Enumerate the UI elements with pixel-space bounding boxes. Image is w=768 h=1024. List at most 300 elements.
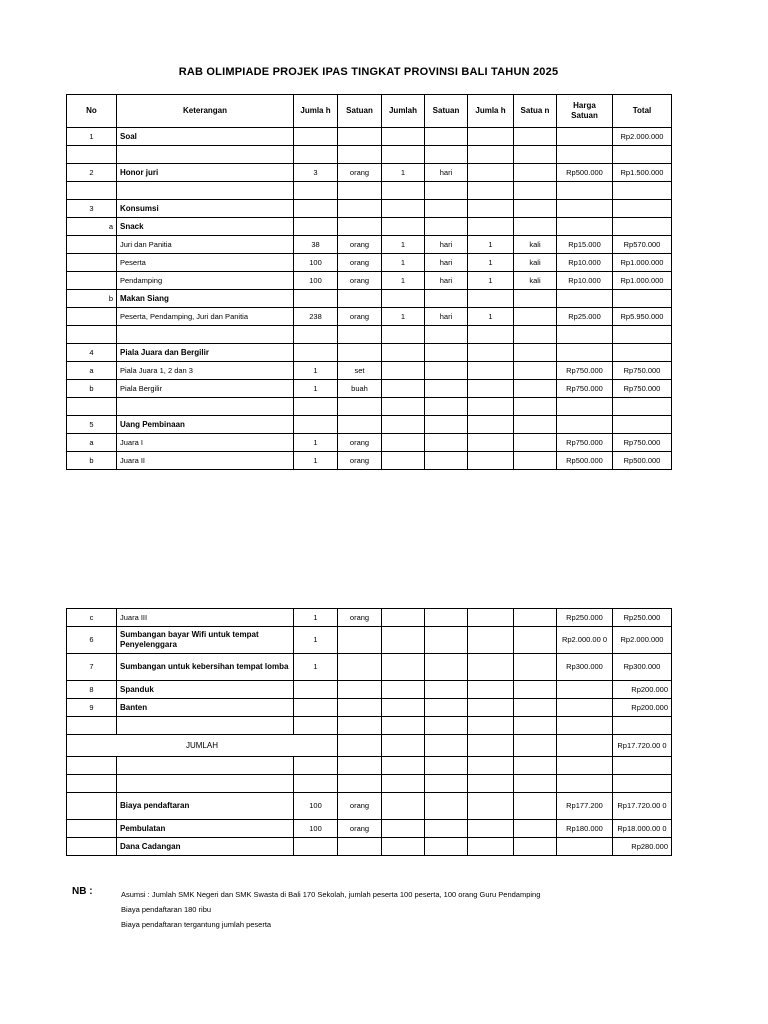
cell-jumlah-2	[382, 200, 425, 218]
cell-satuan-3	[514, 757, 557, 775]
cell-satuan-1: orang	[338, 308, 382, 326]
cell-keterangan	[117, 182, 294, 200]
table-row	[67, 452, 672, 470]
cell-jumlah-2	[382, 218, 425, 236]
cell-satuan-1	[338, 200, 382, 218]
cell-satuan-2	[425, 182, 468, 200]
cell-satuan-3	[514, 200, 557, 218]
cell-jumlah-2	[382, 290, 425, 308]
cell-no	[67, 793, 117, 820]
cell-jumlah-1	[294, 326, 338, 344]
header-no: No	[67, 95, 117, 128]
cell-satuan-3	[514, 452, 557, 470]
cell-total: Rp5.950.000	[613, 308, 672, 326]
table-row	[67, 699, 672, 717]
cell-harga-satuan: Rp10.000	[557, 272, 613, 290]
cell-satuan-1: orang	[338, 793, 382, 820]
cell-satuan-1	[338, 182, 382, 200]
cell-total: Rp17.720.00 0	[613, 793, 672, 820]
cell-jumlah-1	[294, 775, 338, 793]
cell-jumlah-1: 100	[294, 820, 338, 838]
cell-satuan-2	[425, 793, 468, 820]
cell-keterangan: Makan Siang	[117, 290, 294, 308]
cell-jumlah-1: 1	[294, 434, 338, 452]
cell-jumlah-1	[294, 146, 338, 164]
cell-keterangan: Sumbangan untuk kebersihan tempat lomba	[117, 654, 294, 681]
cell-satuan-3	[514, 308, 557, 326]
header-jumlah-2: Jumlah	[382, 95, 425, 128]
table-row	[67, 434, 672, 452]
cell-satuan-2	[425, 146, 468, 164]
cell-harga-satuan	[557, 699, 613, 717]
header-satuan-3: Satua n	[514, 95, 557, 128]
cell-harga-satuan	[557, 326, 613, 344]
cell-jumlah-1	[294, 218, 338, 236]
cell-jumlah-1: 100	[294, 793, 338, 820]
cell-harga-satuan	[557, 182, 613, 200]
cell-harga-satuan	[557, 838, 613, 856]
table-row	[67, 200, 672, 218]
cell-satuan-2	[425, 775, 468, 793]
cell-jumlah-3	[468, 290, 514, 308]
cell-no	[67, 398, 117, 416]
cell-satuan-1	[338, 627, 382, 654]
cell-satuan-2	[425, 627, 468, 654]
cell-harga-satuan	[557, 681, 613, 699]
cell-total	[613, 757, 672, 775]
cell-satuan-2: hari	[425, 236, 468, 254]
cell-no	[67, 308, 117, 326]
cell-jumlah-1	[294, 838, 338, 856]
table-row	[67, 344, 672, 362]
cell-keterangan: Sumbangan bayar Wifi untuk tempat Penyelenggara	[117, 627, 294, 654]
cell-satuan-2: hari	[425, 308, 468, 326]
cell-satuan-1: orang	[338, 452, 382, 470]
table-row	[67, 609, 672, 627]
cell-jumlah-3	[468, 128, 514, 146]
cell-jumlah-2	[382, 416, 425, 434]
cell-satuan-3	[514, 681, 557, 699]
cell-keterangan: Piala Juara 1, 2 dan 3	[117, 362, 294, 380]
cell-no: 3	[67, 200, 117, 218]
cell-no: a	[67, 434, 117, 452]
cell-jumlah-2	[382, 820, 425, 838]
cell-harga-satuan	[557, 146, 613, 164]
cell-no	[67, 757, 117, 775]
cell-total: Rp280.000	[613, 838, 672, 856]
cell-jumlah-3	[468, 200, 514, 218]
cell-satuan-2: hari	[425, 254, 468, 272]
cell-jumlah-2	[382, 717, 425, 735]
cell-total: Rp750.000	[613, 434, 672, 452]
cell-total: Rp750.000	[613, 362, 672, 380]
cell-satuan-3	[514, 416, 557, 434]
cell-jumlah-1	[294, 757, 338, 775]
table-row	[67, 398, 672, 416]
nb-note: Asumsi : Jumlah SMK Negeri dan SMK Swasta di Bali 170 Sekolah, jumlah peserta 100 peserta, 100 orang Guru Pendamping	[121, 890, 541, 899]
cell-total: Rp2.000.000	[613, 627, 672, 654]
cell-harga-satuan	[557, 717, 613, 735]
cell-satuan-3	[514, 164, 557, 182]
cell-satuan-2	[425, 609, 468, 627]
cell-jumlah-1: 1	[294, 452, 338, 470]
table-row	[67, 254, 672, 272]
header-total: Total	[613, 95, 672, 128]
cell-keterangan: Soal	[117, 128, 294, 146]
nb-label: NB :	[72, 886, 93, 897]
cell-jumlah-2	[382, 434, 425, 452]
cell-satuan-2	[425, 128, 468, 146]
cell-harga-satuan: Rp177.200	[557, 793, 613, 820]
cell-jumlah-3	[468, 699, 514, 717]
cell-satuan-1	[338, 290, 382, 308]
cell-jumlah-3	[468, 434, 514, 452]
cell-jumlah-2	[382, 654, 425, 681]
cell-jumlah-3: 1	[468, 272, 514, 290]
cell-no: 6	[67, 627, 117, 654]
cell-jumlah-2	[382, 128, 425, 146]
cell-satuan-1: orang	[338, 236, 382, 254]
cell-keterangan: Pendamping	[117, 272, 294, 290]
cell-total	[613, 200, 672, 218]
cell-jumlah-3	[468, 717, 514, 735]
cell-satuan-1	[338, 654, 382, 681]
cell-total: Rp300.000	[613, 654, 672, 681]
table-row	[67, 182, 672, 200]
cell-harga-satuan	[557, 757, 613, 775]
cell-jumlah-3	[468, 654, 514, 681]
cell-jumlah-3	[468, 452, 514, 470]
cell-harga-satuan	[557, 128, 613, 146]
cell-jumlah-1: 1	[294, 380, 338, 398]
cell-keterangan	[117, 717, 294, 735]
table-row	[67, 416, 672, 434]
cell-jumlah-3	[468, 398, 514, 416]
cell-total: Rp18.000.00 0	[613, 820, 672, 838]
cell-keterangan	[117, 757, 294, 775]
table-row	[67, 128, 672, 146]
table-row	[67, 775, 672, 793]
cell-satuan-3	[514, 128, 557, 146]
cell-satuan-3	[514, 380, 557, 398]
cell-keterangan: Konsumsi	[117, 200, 294, 218]
cell-jumlah-1: 100	[294, 254, 338, 272]
cell-satuan-1	[338, 416, 382, 434]
cell-satuan-3	[514, 820, 557, 838]
cell-satuan-1	[338, 344, 382, 362]
cell-keterangan: Biaya pendaftaran	[117, 793, 294, 820]
table-row	[67, 164, 672, 182]
cell-no: 1	[67, 128, 117, 146]
cell-jumlah-3	[468, 380, 514, 398]
cell-keterangan	[117, 326, 294, 344]
jumlah-label: JUMLAH	[67, 735, 338, 757]
cell-total: Rp570.000	[613, 236, 672, 254]
cell-jumlah-3	[468, 820, 514, 838]
cell-keterangan: Honor juri	[117, 164, 294, 182]
cell-satuan-3	[514, 654, 557, 681]
cell-satuan-1	[338, 326, 382, 344]
cell-satuan-1: orang	[338, 609, 382, 627]
cell-harga-satuan: Rp15.000	[557, 236, 613, 254]
cell-harga-satuan: Rp500.000	[557, 452, 613, 470]
cell-satuan-1	[338, 146, 382, 164]
cell-keterangan: Uang Pembinaan	[117, 416, 294, 434]
header-satuan-2: Satuan	[425, 95, 468, 128]
cell-no: a	[67, 218, 117, 236]
nb-note: Biaya pendaftaran tergantung jumlah peserta	[121, 920, 272, 929]
cell-jumlah-1: 1	[294, 627, 338, 654]
empty-cell	[557, 735, 613, 757]
cell-jumlah-3	[468, 793, 514, 820]
cell-total	[613, 218, 672, 236]
cell-jumlah-2	[382, 793, 425, 820]
cell-total	[613, 717, 672, 735]
cell-jumlah-3	[468, 218, 514, 236]
cell-satuan-2	[425, 820, 468, 838]
cell-keterangan: Juri dan Panitia	[117, 236, 294, 254]
cell-harga-satuan: Rp750.000	[557, 380, 613, 398]
cell-satuan-3	[514, 609, 557, 627]
cell-satuan-2	[425, 380, 468, 398]
cell-satuan-2	[425, 717, 468, 735]
cell-satuan-2: hari	[425, 164, 468, 182]
cell-keterangan	[117, 146, 294, 164]
cell-satuan-1	[338, 699, 382, 717]
cell-satuan-3	[514, 362, 557, 380]
header-keterangan: Keterangan	[117, 95, 294, 128]
empty-cell	[338, 735, 382, 757]
cell-jumlah-2: 1	[382, 272, 425, 290]
cell-jumlah-2	[382, 326, 425, 344]
cell-satuan-1: orang	[338, 254, 382, 272]
cell-keterangan: Juara I	[117, 434, 294, 452]
cell-keterangan: Dana Cadangan	[117, 838, 294, 856]
cell-satuan-1: set	[338, 362, 382, 380]
cell-satuan-2	[425, 699, 468, 717]
cell-harga-satuan: Rp750.000	[557, 362, 613, 380]
cell-satuan-2	[425, 434, 468, 452]
cell-satuan-1	[338, 398, 382, 416]
cell-jumlah-1: 238	[294, 308, 338, 326]
cell-satuan-1: orang	[338, 164, 382, 182]
cell-jumlah-2	[382, 362, 425, 380]
cell-jumlah-1: 1	[294, 654, 338, 681]
cell-satuan-3	[514, 146, 557, 164]
table-row	[67, 681, 672, 699]
cell-harga-satuan: Rp300.000	[557, 654, 613, 681]
nb-note: Biaya pendaftaran 180 ribu	[121, 905, 212, 914]
table-row	[67, 793, 672, 820]
cell-jumlah-2: 1	[382, 164, 425, 182]
cell-no	[67, 254, 117, 272]
table-row	[67, 308, 672, 326]
cell-satuan-3	[514, 699, 557, 717]
cell-no: b	[67, 380, 117, 398]
cell-jumlah-3: 1	[468, 308, 514, 326]
cell-total: Rp1.000.000	[613, 254, 672, 272]
cell-total	[613, 290, 672, 308]
cell-no: 9	[67, 699, 117, 717]
cell-jumlah-1: 1	[294, 609, 338, 627]
table-row	[67, 362, 672, 380]
cell-jumlah-2	[382, 452, 425, 470]
cell-keterangan	[117, 398, 294, 416]
cell-jumlah-3	[468, 757, 514, 775]
cell-jumlah-2	[382, 398, 425, 416]
cell-satuan-2	[425, 416, 468, 434]
table-row	[67, 627, 672, 654]
cell-harga-satuan: Rp500.000	[557, 164, 613, 182]
cell-no	[67, 838, 117, 856]
cell-total: Rp200.000	[613, 681, 672, 699]
cell-satuan-2	[425, 757, 468, 775]
cell-satuan-1	[338, 838, 382, 856]
cell-no	[67, 717, 117, 735]
cell-total: Rp2.000.000	[613, 128, 672, 146]
cell-keterangan: Spanduk	[117, 681, 294, 699]
cell-jumlah-3	[468, 627, 514, 654]
cell-jumlah-3	[468, 681, 514, 699]
cell-satuan-3	[514, 717, 557, 735]
cell-no	[67, 775, 117, 793]
cell-satuan-1: orang	[338, 434, 382, 452]
cell-total	[613, 398, 672, 416]
cell-harga-satuan: Rp25.000	[557, 308, 613, 326]
table-row	[67, 146, 672, 164]
cell-satuan-1	[338, 218, 382, 236]
cell-jumlah-2	[382, 699, 425, 717]
cell-no: c	[67, 609, 117, 627]
cell-jumlah-3	[468, 416, 514, 434]
cell-satuan-2	[425, 362, 468, 380]
cell-satuan-2	[425, 681, 468, 699]
cell-satuan-3	[514, 218, 557, 236]
cell-total	[613, 344, 672, 362]
cell-satuan-2	[425, 200, 468, 218]
empty-cell	[514, 735, 557, 757]
cell-total: Rp1.500.000	[613, 164, 672, 182]
cell-satuan-3	[514, 775, 557, 793]
table-row	[67, 236, 672, 254]
cell-keterangan: Juara II	[117, 452, 294, 470]
cell-no: 4	[67, 344, 117, 362]
table-row	[67, 380, 672, 398]
cell-jumlah-2	[382, 757, 425, 775]
cell-jumlah-2	[382, 146, 425, 164]
cell-satuan-3	[514, 793, 557, 820]
cell-harga-satuan	[557, 290, 613, 308]
cell-satuan-2	[425, 838, 468, 856]
cell-jumlah-3	[468, 146, 514, 164]
cell-satuan-3	[514, 434, 557, 452]
cell-harga-satuan	[557, 398, 613, 416]
cell-jumlah-1	[294, 681, 338, 699]
cell-keterangan: Pembulatan	[117, 820, 294, 838]
cell-satuan-1	[338, 128, 382, 146]
header-harga-satuan: Harga Satuan	[557, 95, 613, 128]
cell-total	[613, 326, 672, 344]
table-row	[67, 757, 672, 775]
cell-harga-satuan	[557, 344, 613, 362]
cell-harga-satuan: Rp750.000	[557, 434, 613, 452]
cell-harga-satuan	[557, 218, 613, 236]
cell-keterangan	[117, 775, 294, 793]
cell-satuan-3: kali	[514, 236, 557, 254]
cell-keterangan: Snack	[117, 218, 294, 236]
cell-satuan-1: orang	[338, 820, 382, 838]
cell-satuan-2	[425, 218, 468, 236]
cell-no: 7	[67, 654, 117, 681]
table-header-row	[67, 95, 672, 128]
empty-cell	[468, 735, 514, 757]
cell-keterangan: Banten	[117, 699, 294, 717]
cell-harga-satuan	[557, 200, 613, 218]
table-row	[67, 838, 672, 856]
cell-satuan-1	[338, 775, 382, 793]
budget-table-top	[66, 94, 672, 470]
cell-total	[613, 416, 672, 434]
cell-satuan-3: kali	[514, 272, 557, 290]
cell-satuan-2	[425, 344, 468, 362]
cell-jumlah-2	[382, 344, 425, 362]
cell-jumlah-2	[382, 380, 425, 398]
cell-jumlah-3	[468, 775, 514, 793]
cell-satuan-3	[514, 182, 557, 200]
cell-satuan-1: buah	[338, 380, 382, 398]
cell-satuan-3: kali	[514, 254, 557, 272]
cell-harga-satuan: Rp250.000	[557, 609, 613, 627]
cell-total: Rp1.000.000	[613, 272, 672, 290]
cell-satuan-3	[514, 838, 557, 856]
header-satuan-1: Satuan	[338, 95, 382, 128]
cell-jumlah-3	[468, 838, 514, 856]
jumlah-row	[67, 735, 672, 757]
cell-jumlah-2	[382, 775, 425, 793]
cell-no: b	[67, 452, 117, 470]
cell-jumlah-3	[468, 326, 514, 344]
cell-jumlah-2	[382, 182, 425, 200]
cell-no	[67, 326, 117, 344]
cell-total: Rp500.000	[613, 452, 672, 470]
cell-satuan-3	[514, 398, 557, 416]
cell-satuan-2: hari	[425, 272, 468, 290]
empty-cell	[425, 735, 468, 757]
cell-satuan-3	[514, 627, 557, 654]
cell-jumlah-1	[294, 398, 338, 416]
table-row	[67, 218, 672, 236]
cell-jumlah-3	[468, 362, 514, 380]
header-jumlah-1: Jumla h	[294, 95, 338, 128]
cell-jumlah-2	[382, 838, 425, 856]
cell-jumlah-1	[294, 128, 338, 146]
header-jumlah-3: Jumla h	[468, 95, 514, 128]
cell-no	[67, 236, 117, 254]
cell-total: Rp750.000	[613, 380, 672, 398]
cell-keterangan: Peserta, Pendamping, Juri dan Panitia	[117, 308, 294, 326]
cell-satuan-2	[425, 398, 468, 416]
cell-satuan-2	[425, 326, 468, 344]
cell-jumlah-1: 38	[294, 236, 338, 254]
cell-total: Rp250.000	[613, 609, 672, 627]
cell-jumlah-3	[468, 182, 514, 200]
cell-total	[613, 146, 672, 164]
jumlah-total: Rp17.720.00 0	[613, 735, 672, 757]
cell-keterangan: Piala Bergilir	[117, 380, 294, 398]
cell-harga-satuan	[557, 775, 613, 793]
cell-jumlah-1	[294, 290, 338, 308]
cell-jumlah-1	[294, 699, 338, 717]
